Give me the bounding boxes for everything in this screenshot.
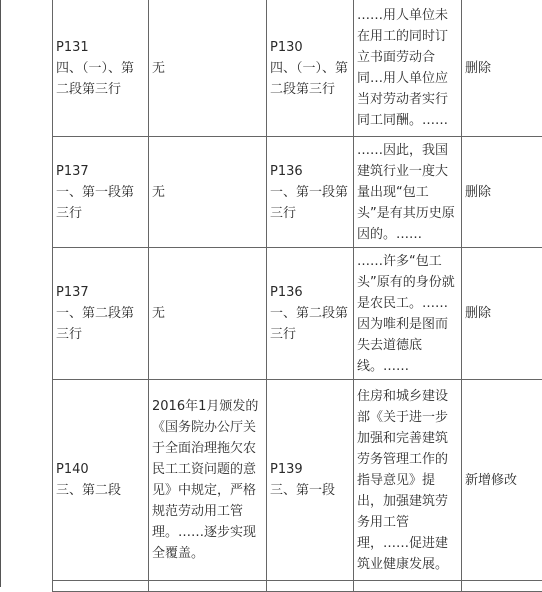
new-location-cell: P130 四、（一）、第二段第三行	[267, 0, 354, 137]
table-row	[53, 248, 542, 380]
action-cell: 新增修改	[462, 380, 542, 581]
new-location-cell: P136 一、第一段第三行	[267, 137, 354, 248]
empty-cell	[53, 581, 149, 592]
empty-cell	[149, 581, 267, 592]
original-text-cell: 2016年1月颁发的《国务院办公厅关于全面治理拖欠农民工工资问题的意见》中规定，严格规范劳动用工管理。……逐步实现全覆盖。	[149, 380, 267, 581]
new-text-cell: 住房和城乡建设部《关于进一步加强和完善建筑劳务管理工作的指导意见》提出，加强建筑劳务用工管理，……促进建筑业健康发展。	[354, 380, 462, 581]
original-text-cell: 无	[149, 248, 267, 380]
original-text-cell: 无	[149, 0, 267, 137]
table-row	[53, 581, 542, 592]
new-text-cell: ……用人单位未在用工的同时订立书面劳动合同…用人单位应当对劳动者实行同工同酬。……	[354, 0, 462, 137]
action-cell: 删除	[462, 248, 542, 380]
new-location-cell: P136 一、第二段第三行	[267, 248, 354, 380]
new-location-cell: P139 三、第一段	[267, 380, 354, 581]
action-cell: 删除	[462, 137, 542, 248]
empty-cell	[267, 581, 354, 592]
revision-table	[52, 0, 542, 592]
empty-cell	[354, 581, 462, 592]
original-location-cell: P137 一、第一段第三行	[53, 137, 149, 248]
action-cell: 删除	[462, 0, 542, 137]
original-location-cell: P137 一、第二段第三行	[53, 248, 149, 380]
new-text-cell: ……许多“包工头”原有的身份就是农民工。……因为唯利是图而失去道德底线。……	[354, 248, 462, 380]
table-row	[53, 380, 542, 581]
new-text-cell: ……因此，我国建筑行业一度大量出现“包工头”是有其历史原因的。……	[354, 137, 462, 248]
original-location-cell: P140 三、第二段	[53, 380, 149, 581]
original-text-cell: 无	[149, 137, 267, 248]
page-left-border	[0, 0, 1, 587]
empty-cell	[462, 581, 542, 592]
table-row	[53, 0, 542, 137]
original-location-cell: P131 四、（一）、第二段第三行	[53, 0, 149, 137]
table-row	[53, 137, 542, 248]
